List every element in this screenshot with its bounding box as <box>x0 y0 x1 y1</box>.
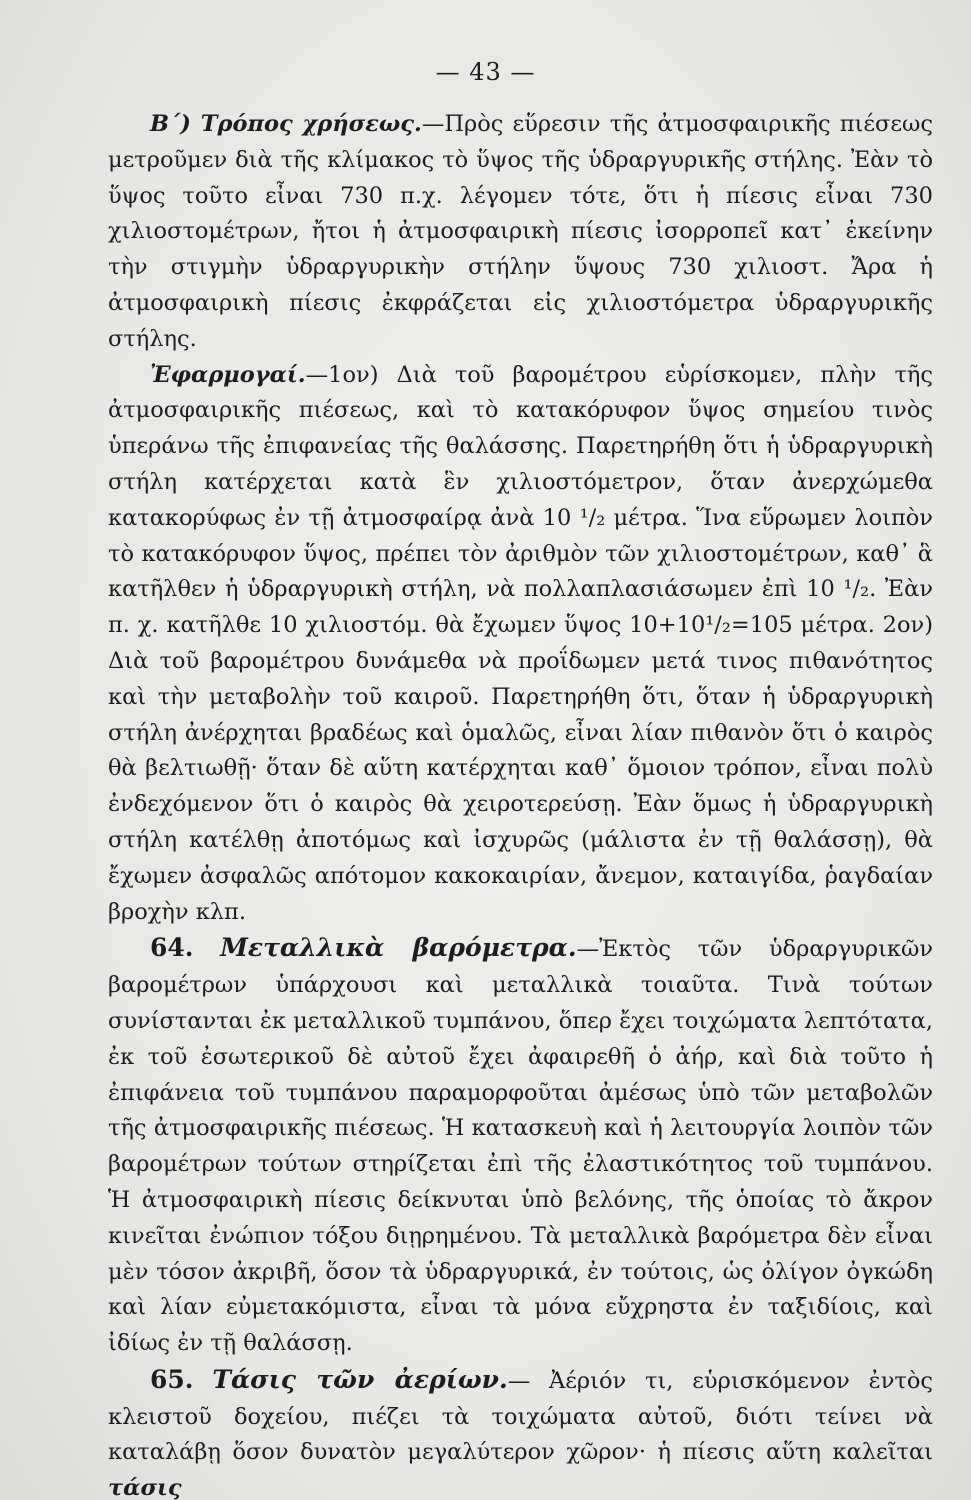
heading-applications: Ἐφαρμογαί. <box>150 361 306 388</box>
heading-usage: Β΄) Τρόπος χρήσεως. <box>150 111 422 137</box>
paragraph-usage <box>108 107 933 358</box>
page-number: — 43 — <box>435 58 536 86</box>
paragraph-applications-text: —1ον) Διὰ τοῦ βαρομέτρου εὑρίσκομεν, πλὴν τῆς ἀτμοσφαιρικῆς πιέσεως, καὶ τὸ κατακόρυφον ὕψος σημείου τινὸς ὑπεράνω τῆς ἐπιφανείας τῆς θαλάσσης. Παρετηρήθη ὅτι ἡ ὑδραργυρικὴ στήλη κατέρχεται κατὰ ἓν χιλιοστόμετρον, ὅταν ἀνερχώμεθα κατακορύφως ἐν τῇ ἀτμοσφαίρᾳ ἀνὰ 10 ¹/₂ μέτρα. Ἵνα εὕρωμεν λοιπὸν τὸ κατακόρυφον ὕψος, πρέπει τὸν ἀριθμὸν τῶν χιλιοστομέτρων, καθ᾽ ἃ κατῆλθεν ἡ ὑδραργυρικὴ στήλη, νὰ πολλαπλασιάσωμεν ἐπὶ 10 ¹/₂. Ἐὰν π. χ. κατῆλθε 10 χιλιοστόμ. θὰ ἔχωμεν ὕψος 10+10¹/₂=105 μέτρα. 2ον) Διὰ τοῦ βαρομέτρου δυνάμεθα νὰ προΐδωμεν μετά τινος πιθανότητος καὶ τὴν μεταβολὴν τοῦ καιροῦ. Παρετηρήθη ὅτι, ὅταν ἡ ὑδραργυρικὴ στήλη ἀνέρχηται βραδέως καὶ ὁμαλῶς, εἶναι λίαν πιθανὸν ὅτι ὁ καιρὸς θὰ βελτιωθῇ· ὅταν δὲ αὕτη κατέρχηται καθ᾽ ὅμοιον τρόπον, εἶναι πολὺ ἐνδεχόμενον ὅτι ὁ καιρὸς θὰ χειροτερεύσῃ. Ἐὰν ὅμως ἡ ὑδραργυρικὴ στήλη κατέλθῃ ἀποτόμως καὶ ἰσχυρῶς (μάλιστα ἐν τῇ θαλάσσῃ), θὰ ἔχωμεν ἀσφαλῶς απότομον κακοκαιρίαν, ἄνεμον, καταιγίδα, ῥαγδαίαν βροχὴν κλπ. <box>108 361 933 925</box>
paragraph-applications <box>108 358 933 931</box>
section-65-title: Τάσις τῶν ἀερίων. <box>212 1364 508 1394</box>
section-64-text: —Ἐκτὸς τῶν ὑδραργυρικῶν βαρομέτρων ὑπάρχουσι καὶ μεταλλικὰ τοιαῦτα. Τινὰ τούτων συνίστανται ἐκ μεταλλικοῦ τυμπάνου, ὅπερ ἔχει τοιχώματα λεπτότατα, ἐκ τοῦ ἐσωτερικοῦ δὲ αὐτοῦ ἔχει ἀφαιρεθῆ ὁ ἀήρ, καὶ διὰ τοῦτο ἡ ἐπιφάνεια τοῦ τυμπάνου παραμορφοῦται ἀμέσως ὑπὸ τῶν μεταβολῶν τῆς ἀτμοσφαιρικῆς πιέσεως. Ἡ κατασκευὴ καὶ ἡ λειτουργία λοιπὸν τῶν βαρομέτρων τούτων στηρίζεται ἐπὶ τῆς ἐλαστικότητος τοῦ τυμπάνου. Ἡ ἀτμοσφαιρικὴ πίεσις δείκνυται ὑπὸ βελόνης, τῆς ὁποίας τὸ ἄκρον κινεῖται ἐνώπιον τόξου διῃρημένου. Τὰ μεταλλικὰ βαρόμετρα δὲν εἶναι μὲν τόσον ἀκριβῆ, ὅσον τὰ ὑδραργυρικά, ἐν τούτοις, ὡς ὀλίγον ὀγκώδη καὶ λίαν εὐμετακόμιστα, εἶναι τὰ μόνα εὔχρηστα ἐν ταξιδίοις, καὶ ἰδίως ἐν τῇ θαλάσσῃ. <box>108 936 934 1357</box>
paragraph-usage-text: —Πρὸς εὕρεσιν τῆς ἀτμοσφαιρικῆς πιέσεως μετροῦμεν διὰ τῆς κλίμακος τὸ ὕψος τῆς ὑδραργυρικῆς στήλης. Ἐὰν τὸ ὕψος τοῦτο εἶναι 730 π.χ. λέγομεν τότε, ὅτι ἡ πίεσις εἶναι 730 χιλιοστομέτρων, ἤτοι ἡ ἀτμοσφαιρικὴ πίεσις ἰσορροπεῖ κατ᾽ ἐκείνην τὴν στιγμὴν ὑδραργυρικὴν στήλην ὕψους 730 χιλιοστ. Ἄρα ἡ ἀτμοσφαιρικὴ πίεσις ἐκφράζεται εἰς χιλιοστόμετρα ὑδραργυρικῆς στήλης. <box>108 111 933 352</box>
section-64-title: Μεταλλικὰ βαρόμετρα. <box>220 933 577 963</box>
body-text <box>108 107 933 1500</box>
section-64 <box>108 930 933 1362</box>
section-65-emphasis: τάσις <box>108 1475 182 1500</box>
section-64-number: 64. <box>150 933 194 963</box>
section-65-text: — Ἀέριόν τι, εὑρισκόμενον ἐντὸς κλειστοῦ δοχείου, πιέζει τὰ τοιχώματα αὐτοῦ, διότι τείνει νὰ καταλάβῃ ὅσον δυνατὸν μεγαλύτερον χῶρον· ἡ πίεσις αὕτη καλεῖται <box>108 1367 933 1466</box>
section-65-number: 65. <box>150 1364 194 1394</box>
section-65 <box>108 1362 933 1500</box>
